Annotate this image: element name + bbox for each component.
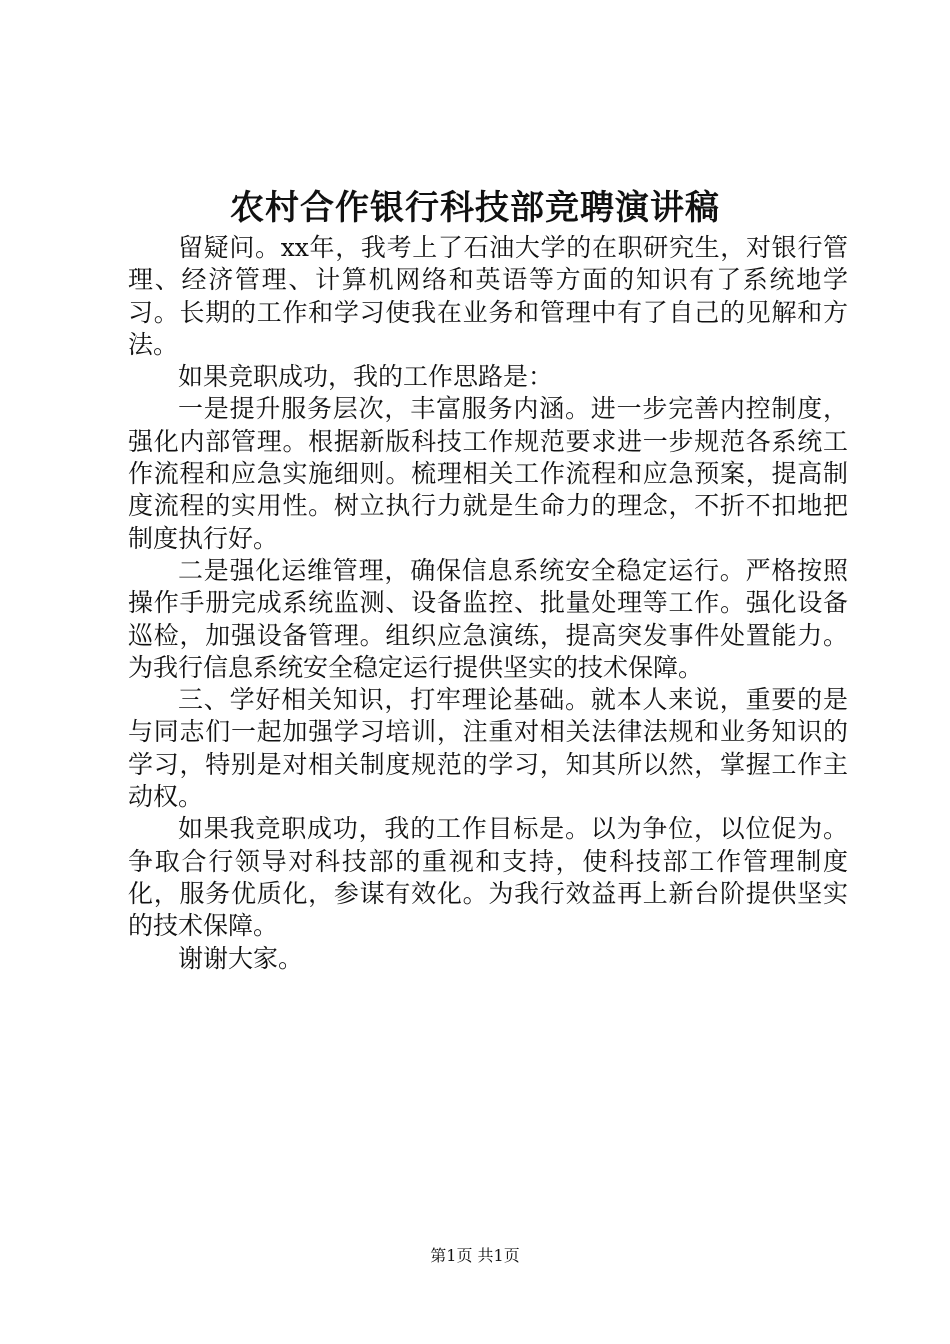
paragraph: 如果竞职成功，我的工作思路是： — [178, 362, 554, 392]
paragraph: 三、学好相关知识，打牢理论基础。就本人来说，重要的是与同志们一起加强学习培训，注重对相关法律法规和业务知识的学习，特别是对相关制度规范的学习，知其所以然，掌握工作主动权。 — [128, 685, 848, 812]
paragraph: 如果我竞职成功，我的工作目标是。以为争位，以位促为。争取合行领导对科技部的重视和支持，使科技部工作管理制度化，服务优质化，参谋有效化。为我行效益再上新台阶提供坚实的技术保障。 — [128, 814, 848, 941]
paragraph: 谢谢大家。 — [178, 943, 304, 973]
document-title: 农村合作银行科技部竞聘演讲稿 — [230, 188, 720, 228]
paragraph: 留疑问。xx年，我考上了石油大学的在职研究生，对银行管理、经济管理、计算机网络和英语等方面的知识有了系统地学习。长期的工作和学习使我在业务和管理中有了自己的见解和方法。 — [128, 233, 848, 359]
page-footer: 第1页 共1页 — [430, 1246, 520, 1265]
paragraph: 二是强化运维管理，确保信息系统安全稳定运行。严格按照操作手册完成系统监测、设备监控、批量处理等工作。强化设备巡检，加强设备管理。组织应急演练，提高突发事件处置能力。为我行信息系统安全稳定运行提供坚实的技术保障。 — [128, 555, 848, 682]
paragraph: 一是提升服务层次，丰富服务内涵。进一步完善内控制度，强化内部管理。根据新版科技工作规范要求进一步规范各系统工作流程和应急实施细则。梳理相关工作流程和应急预案，提高制度流程的实用性。树立执行力就是生命力的理念，不折不扣地把制度执行好。 — [128, 394, 848, 553]
document-body — [128, 232, 848, 975]
